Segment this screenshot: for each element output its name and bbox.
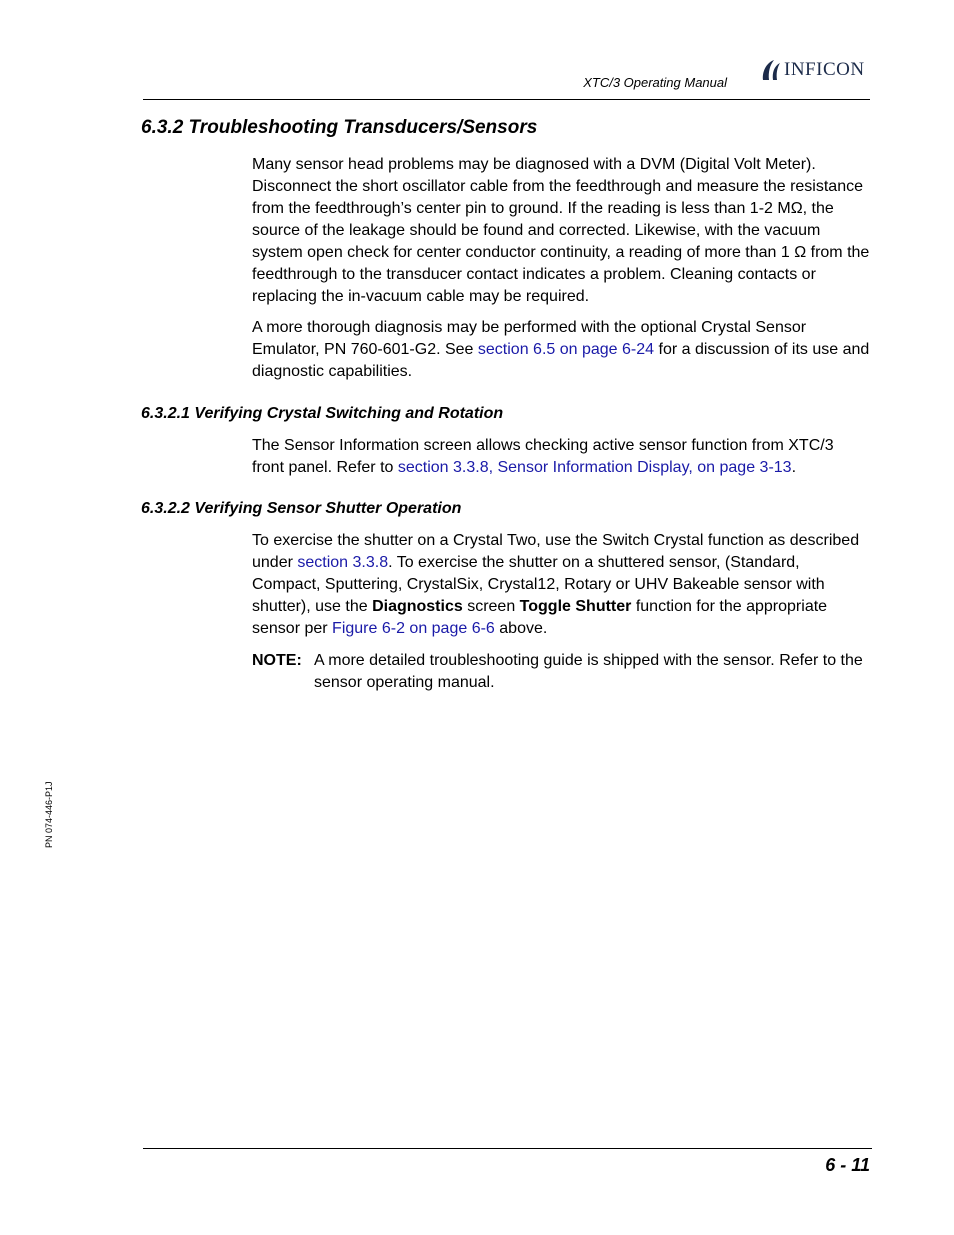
paragraph-text: screen (462, 598, 520, 615)
part-number: PN 074-446-P1J (44, 781, 54, 848)
diagnostics-term: Diagnostics (372, 598, 463, 615)
paragraph-text: A more thorough diagnosis may be performed with the optional Crystal Sensor Emulator, PN 760-601-G2. See (252, 319, 807, 358)
subsection-2-paragraph (252, 530, 870, 640)
logo-text: INFICON (784, 59, 865, 80)
note-label: NOTE: (252, 652, 302, 669)
paragraph-text: . To exercise the shutter on a shuttered sensor, (Standard, Compact, Sputtering, CrystalSix, Crystal12, Rotary or UHV Bakeable sensor with shutter), use the (252, 554, 825, 615)
section-3-3-8-short-link[interactable]: section 3.3.8 (297, 554, 389, 571)
toggle-shutter-term: Toggle Shutter (519, 598, 632, 615)
section-paragraph-1: Many sensor head problems may be diagnosed with a DVM (Digital Volt Meter). Disconnect the short oscillator cable from the feedthrough and measure the resistance from the feedthrough’s center pin to ground. If the reading is less than 1-2 MΩ, the source of the leakage should be found and corrected. Likewise, with the vacuum system open check for center conductor continuity, a reading of more than 1 Ω from the feedthrough to the transducer contact indicates a problem. Cleaning contacts or replacing the in-vacuum cable may be required. (252, 156, 870, 305)
inficon-logo-icon (760, 58, 782, 82)
manual-title: XTC/3 Operating Manual (583, 75, 727, 90)
footer-rule (143, 1148, 872, 1149)
figure-6-2-link[interactable]: Figure 6-2 on page 6-6 (332, 620, 495, 637)
paragraph-text: The Sensor Information screen allows checking active sensor function from XTC/3 front panel. Refer to (252, 437, 834, 476)
inficon-logo (760, 58, 865, 82)
note-text: A more detailed troubleshooting guide is shipped with the sensor. Refer to the sensor operating manual. (314, 652, 863, 691)
section-paragraph-2 (252, 317, 870, 383)
subsection-heading-2: 6.3.2.2 Verifying Sensor Shutter Operation (141, 500, 462, 517)
subsection-heading-1: 6.3.2.1 Verifying Crystal Switching and Rotation (141, 405, 504, 422)
paragraph-text: for a discussion of its use and diagnostic capabilities. (252, 341, 870, 380)
subsection-1-paragraph (252, 435, 870, 479)
section-3-3-8-link[interactable]: section 3.3.8, Sensor Information Display, on page 3-13 (397, 459, 792, 476)
section-heading: 6.3.2 Troubleshooting Transducers/Sensors (141, 117, 538, 138)
paragraph-text: function for the appropriate sensor per (252, 598, 828, 637)
page-number: 6 - 11 (825, 1155, 870, 1175)
paragraph-text: To exercise the shutter on a Crystal Two, use the Switch Crystal function as described under (252, 532, 860, 571)
paragraph-text: above. (494, 620, 548, 637)
paragraph-text: . (791, 459, 797, 476)
header-rule (143, 99, 870, 100)
section-6-5-link[interactable]: section 6.5 on page 6-24 (477, 341, 655, 358)
